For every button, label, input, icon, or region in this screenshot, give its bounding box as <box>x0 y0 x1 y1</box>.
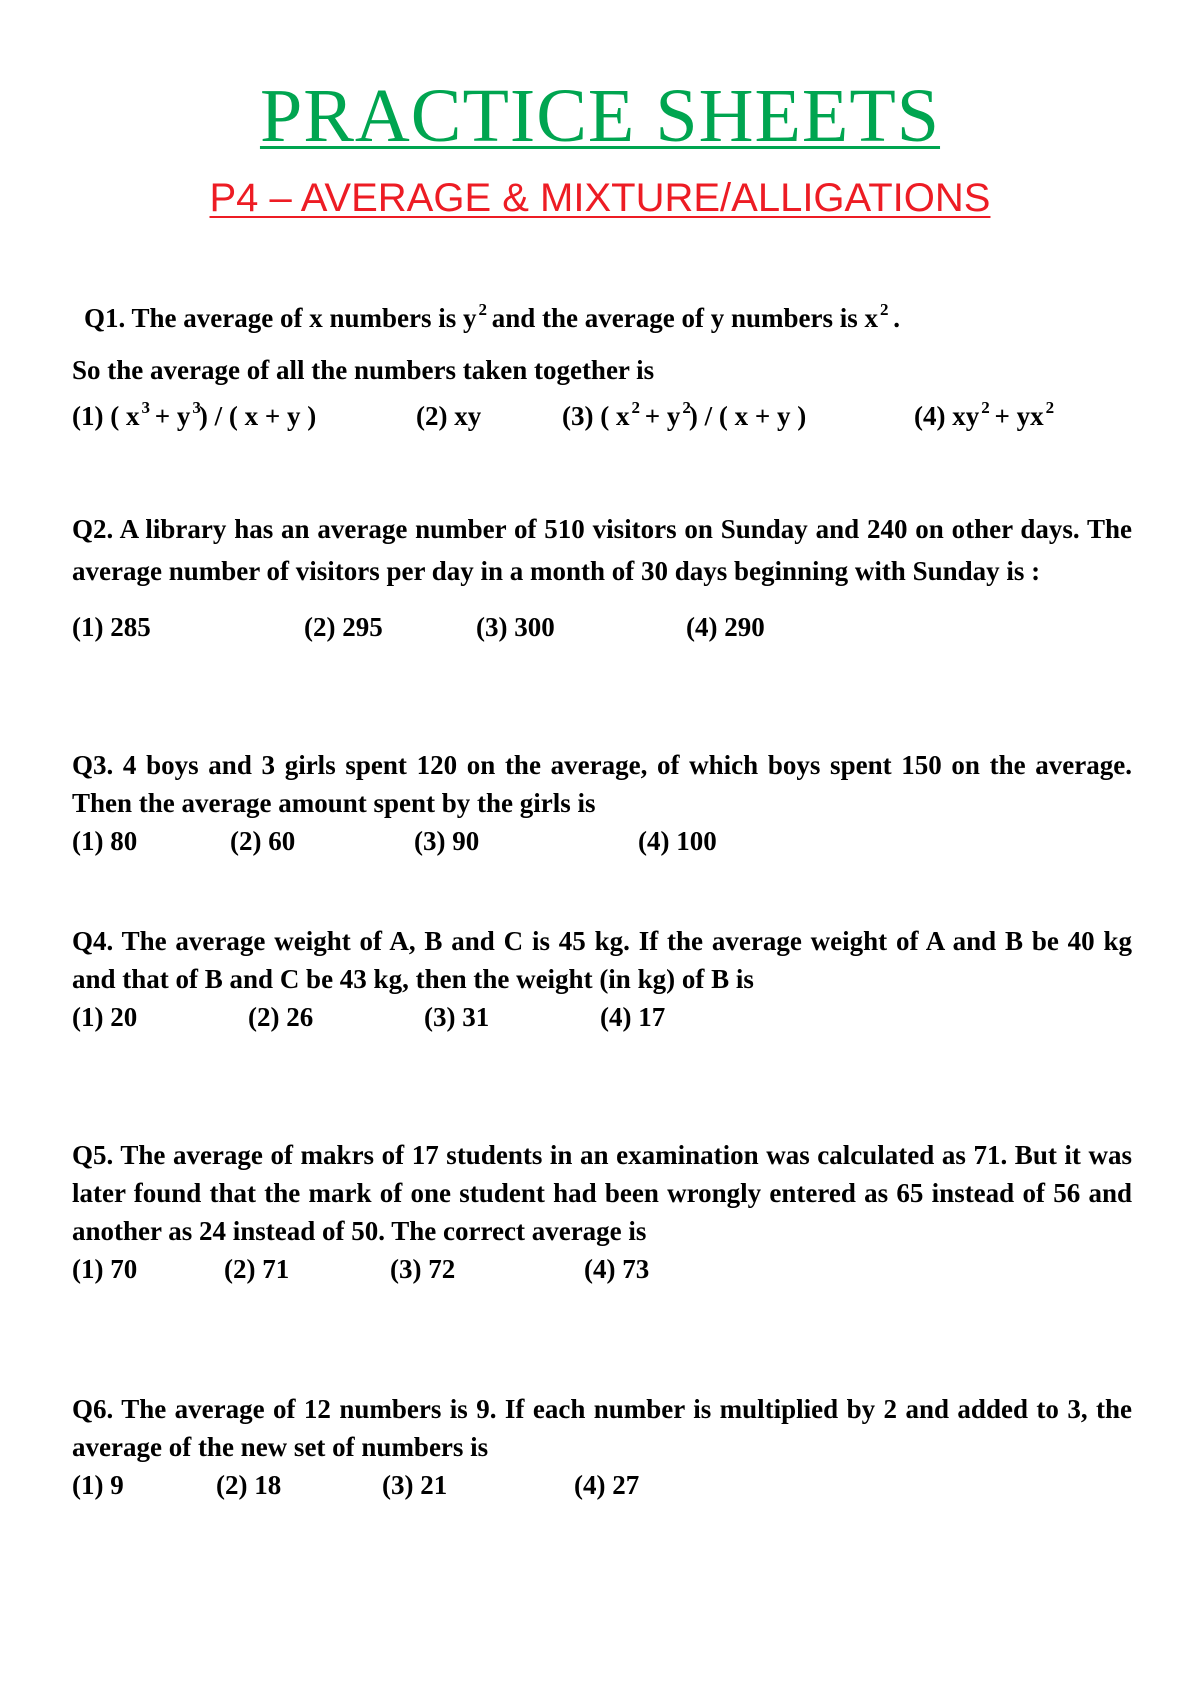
q1-text-a: Q1. The average of x numbers is y <box>84 303 477 333</box>
question-5 <box>72 1136 1132 1288</box>
question-5-text: Q5. The average of makrs of 17 students in an examination was calculated as 71. But it was later found that the mark of one student had been wrongly entered as 65 instead of 56 and another as 24 instead of 50. The correct average is <box>72 1140 1132 1246</box>
option-1: (1) 80 <box>72 826 138 856</box>
q1-text-b: and the average of y numbers is x <box>485 303 878 333</box>
question-1-line-2: So the average of all the numbers taken together is <box>72 355 655 385</box>
question-6-options <box>72 1466 1132 1504</box>
question-2-options <box>72 606 1132 648</box>
option-4: (4) 290 <box>686 612 765 642</box>
q1-exponent: 2 <box>880 300 889 319</box>
option-4: (4) 17 <box>600 1002 666 1032</box>
option-1: (1) 20 <box>72 1002 138 1032</box>
page-subtitle-text: P4 – AVERAGE & MIXTURE/ALLIGATIONS <box>209 176 991 220</box>
option-2: (2) 71 <box>224 1254 290 1284</box>
option-4: (4) 27 <box>574 1470 640 1500</box>
option-1: (1) 9 <box>72 1470 124 1500</box>
option-4: (4) 73 <box>584 1254 650 1284</box>
q1-exponent: 2 <box>478 300 487 319</box>
question-4-text: Q4. The average weight of A, B and C is 45 kg. If the average weight of A and B be 40 kg and that of B and C be 43 kg, then the weight (in kg) of B is <box>72 926 1132 994</box>
option-2: (2) 295 <box>304 612 383 642</box>
option-3: (3) ( x $^2$ + y $^2$) / ( x + y ) <box>562 398 807 431</box>
q1-text-c: . <box>886 303 900 333</box>
option-3: (3) 90 <box>414 826 480 856</box>
option-4: (4) xy $^2$ + yx $^2$ <box>914 398 1055 431</box>
question-2 <box>72 508 1132 648</box>
option-3: (3) 300 <box>476 612 555 642</box>
question-4-options <box>72 998 1132 1036</box>
question-2-text: Q2. A library has an average number of 510 visitors on Sunday and 240 on other days. The average number of visitors per day in a month of 30 days beginning with Sunday is : <box>72 514 1132 586</box>
option-2: (2) 26 <box>248 1002 314 1032</box>
question-1-line-1 <box>72 292 1132 344</box>
option-3: (3) 72 <box>390 1254 456 1284</box>
question-3-text: Q3. 4 boys and 3 girls spent 120 on the average, of which boys spent 150 on the average. Then the average amount spent by the girls is <box>72 750 1132 818</box>
option-1: (1) 70 <box>72 1254 138 1284</box>
question-6 <box>72 1390 1132 1504</box>
question-6-text: Q6. The average of 12 numbers is 9. If each number is multiplied by 2 and added to 3, the average of the new set of numbers is <box>72 1394 1132 1462</box>
option-3: (3) 31 <box>424 1002 490 1032</box>
question-3 <box>72 746 1132 860</box>
question-1-options <box>72 390 1132 442</box>
question-3-options <box>72 822 1132 860</box>
option-2: (2) 18 <box>216 1470 282 1500</box>
question-1 <box>72 292 1132 442</box>
option-1: (1) ( x $^3$ + y $^3$) / ( x + y ) <box>72 398 317 431</box>
question-4 <box>72 922 1132 1036</box>
option-2: (2) xy <box>416 401 482 431</box>
option-2: (2) 60 <box>230 826 296 856</box>
question-5-options <box>72 1250 1132 1288</box>
option-4: (4) 100 <box>638 826 717 856</box>
option-1: (1) 285 <box>72 612 151 642</box>
page-subtitle <box>0 178 1200 218</box>
page-title-text: PRACTICE SHEETS <box>259 74 941 158</box>
option-3: (3) 21 <box>382 1470 448 1500</box>
page-title <box>0 74 1200 158</box>
